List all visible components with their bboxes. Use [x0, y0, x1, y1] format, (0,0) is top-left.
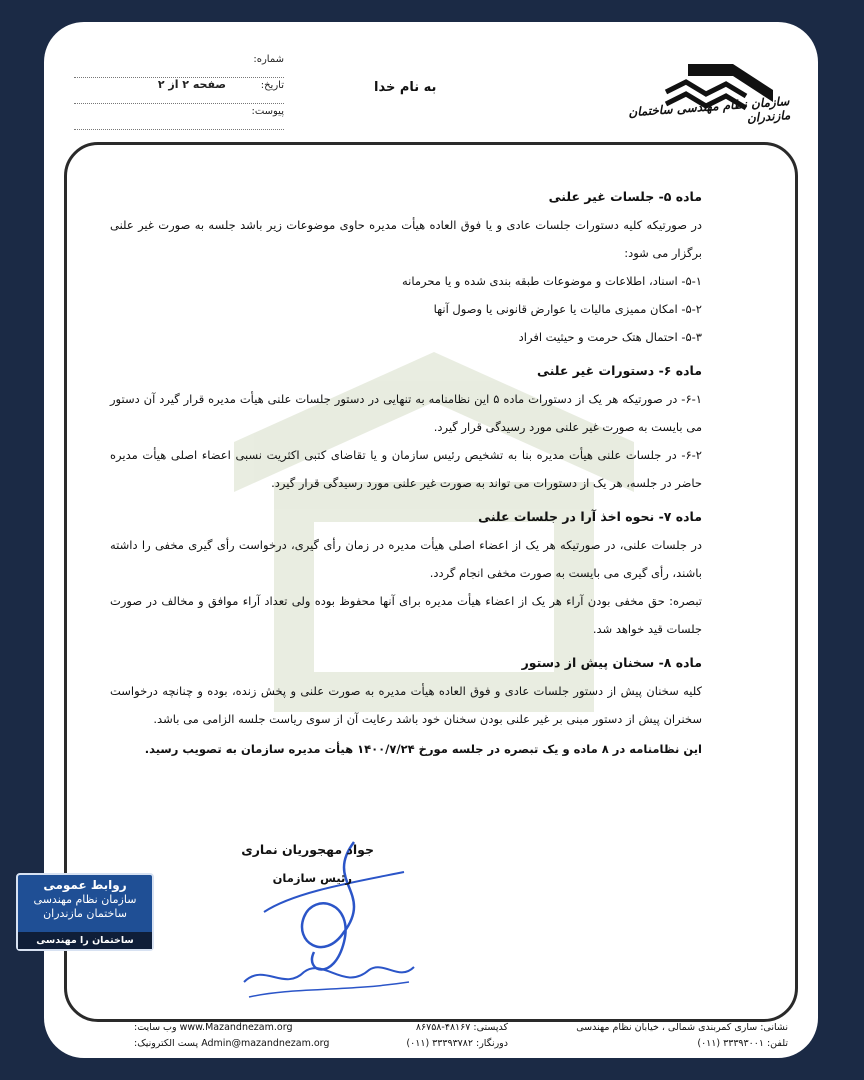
signatory-block	[234, 842, 374, 885]
paragraph: در صورتیکه کلیه دستورات جلسات عادی و یا فوق العاده هیأت مدیره حاوی موضوعات زیر باشد جلسه به صورت غیر علنی برگزار می شود:	[110, 218, 702, 260]
footer	[74, 1022, 788, 1054]
paragraph: تبصره: حق مخفی بودن آراء هر یک از اعضاء هیأت مدیره برای آنها محفوظ بوده ولی تعداد آراء موافق و مخالف در صورت جلسات قید خواهد شد.	[110, 594, 702, 636]
date-value: صفحه ۲ از ۲	[157, 78, 226, 91]
section-6	[110, 357, 702, 497]
bismillah: به نام خدا	[374, 80, 437, 95]
section-heading: ماده ۸- سخنان پیش از دستور	[521, 655, 702, 670]
number-row	[74, 52, 284, 78]
paragraph: ۵-۲- امکان ممیزی مالیات یا عوارض قانونی یا وصول آنها	[433, 302, 702, 316]
signatory-title: رئیس سازمان	[272, 871, 352, 885]
paragraph: ۵-۱- اسناد، اطلاعات و موضوعات طبقه بندی شده و یا محرمانه	[401, 274, 702, 288]
footer-postal-code: کدپستی: ۴۸۱۶۷-۸۶۷۵۸	[415, 1022, 508, 1033]
section-heading: ماده ۷- نحوه اخذ آرا در جلسات علنی	[478, 509, 702, 524]
attachment-label: پیوست:	[251, 106, 284, 117]
badge-line-3: ساختمان مازندران	[43, 907, 127, 920]
footer-fax: دورنگار: ۳۳۳۹۳۷۸۲ (۰۱۱)	[406, 1038, 508, 1049]
footer-phone: تلفن: ۳۳۳۹۳۰۰۱ (۰۱۱)	[697, 1038, 788, 1049]
date-label: تاریخ:	[260, 80, 284, 91]
badge-line-1: روابط عمومی	[43, 878, 127, 892]
badge-line-4: ساختمان را مهندسی بسازیم	[18, 932, 152, 949]
final-statement: این نظامنامه در ۸ ماده و یک تبصره در جلسه مورخ ۱۴۰۰/۷/۲۴ هیأت مدیره سازمان به تصویب رسید.	[144, 742, 702, 756]
footer-address: نشانی: ساری کمربندی شمالی ، خیابان نظام مهندسی	[576, 1022, 788, 1033]
signatory-name: جواد مهجوریان نماری	[241, 842, 374, 857]
paragraph: کلیه سخنان پیش از دستور جلسات عادی و فوق العاده هیأت مدیره به صورت علنی و پخش زنده، بوده و چنانچه درخواست سخنران پیش از دستور مبنی بر غیر علنی بودن سخنان خود باشد رعایت آن از سوی ریاست جلسه الزامی می باشد.	[110, 684, 702, 726]
badge-line-2: سازمان نظام مهندسی	[33, 893, 137, 906]
paragraph: ۵-۳- احتمال هتک حرمت و حیثیت افراد	[518, 330, 702, 344]
public-relations-badge	[16, 873, 154, 963]
paragraph: ۶-۱- در صورتیکه هر یک از دستورات ماده ۵ این نظامنامه به تنهایی در دستور جلسات علنی هیأت مدیره قرار گیرد آن دستور می بایست به صورت غیر علنی مورد رسیدگی قرار گیرد.	[110, 392, 702, 434]
letter-meta	[74, 52, 284, 130]
org-name: سازمان نظام مهندسی ساختمان مازندران	[627, 94, 791, 126]
document-sheet	[44, 22, 818, 1058]
attachment-row	[74, 104, 284, 130]
number-label: شماره:	[253, 54, 284, 65]
section-5	[110, 183, 702, 351]
paragraph: در جلسات علنی، در صورتیکه هر یک از اعضاء اصلی هیأت مدیره در زمان رأی گیری، درخواست رأی گیری مخفی را داشته باشند، رأی گیری می بایست به صورت مخفی انجام گردد.	[110, 538, 702, 580]
section-8	[110, 649, 702, 733]
document-body	[110, 177, 702, 763]
footer-website: www.Mazandnezam.org وب سایت:	[134, 1022, 293, 1033]
date-row	[74, 78, 284, 104]
section-heading: ماده ۵- جلسات غیر علنی	[548, 189, 702, 204]
section-7	[110, 503, 702, 643]
footer-email: Admin@mazandnezam.org پست الکترونیک:	[134, 1038, 330, 1049]
section-heading: ماده ۶- دستورات غیر علنی	[537, 363, 702, 378]
paragraph: ۶-۲- در جلسات علنی هیأت مدیره بنا به تشخیص رئیس سازمان و یا تقاضای کتبی اکثریت نسبی اعضاء اصلی هیأت مدیره حاضر در جلسه، هر یک از دستورات می تواند به صورت غیر علنی مورد رسیدگی قرار گیرد.	[110, 448, 702, 490]
